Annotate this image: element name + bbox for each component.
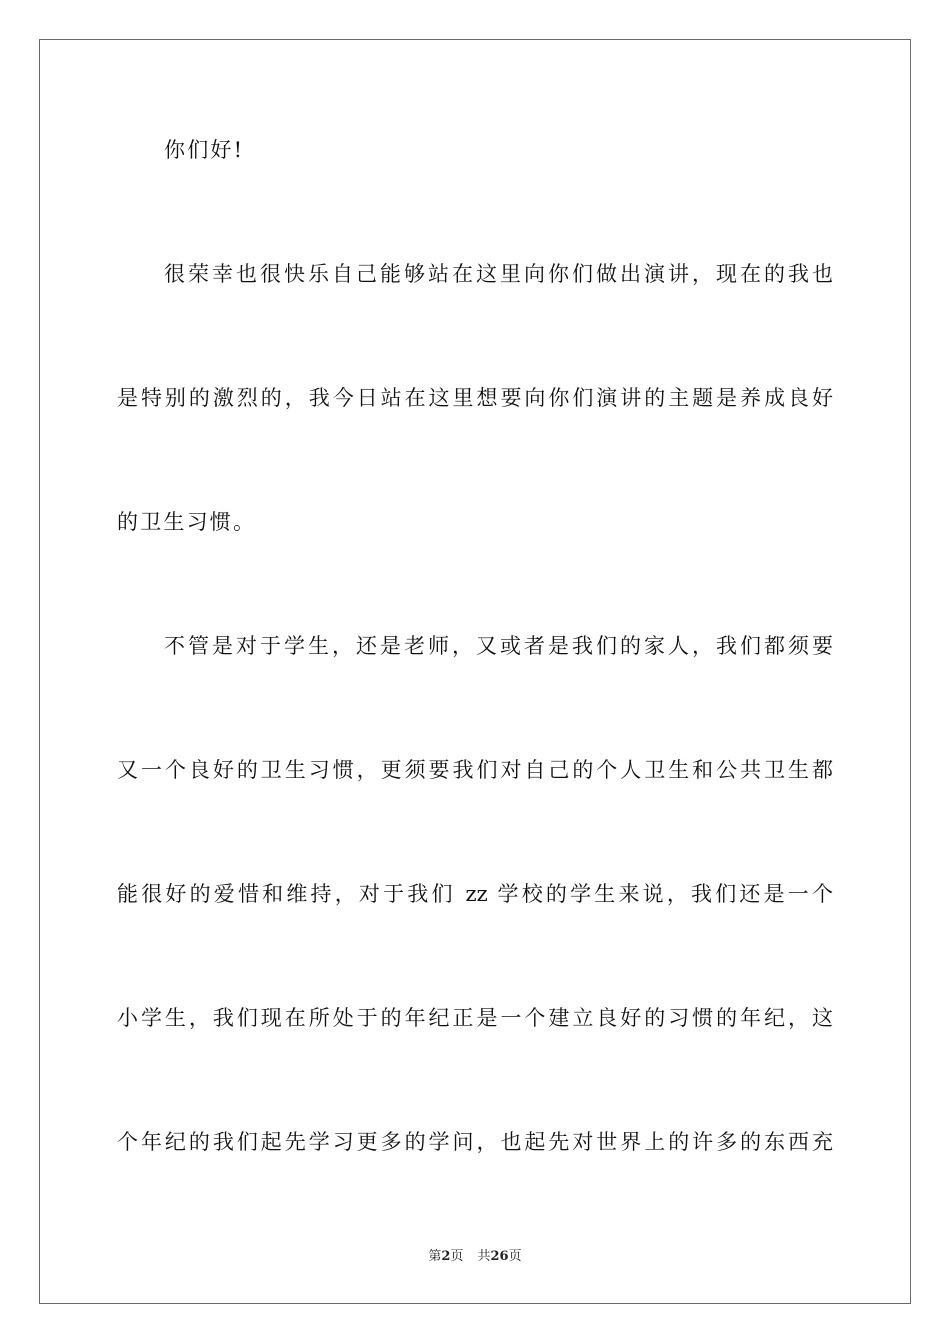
total-pages-number: 26 [490,1249,509,1264]
page-suffix: 页 [450,1249,464,1264]
paragraph-1-line-2: 是特别的激烈的，我今日站在这里想要向你们演讲的主题是养成良好 [117,386,833,410]
paragraph-2-line-5: 个年纪的我们起先学习更多的学问，也起先对世界上的许多的东西充 [117,1130,833,1154]
paragraph-2-line-2: 又一个良好的卫生习惯，更须要我们对自己的个人卫生和公共卫生都 [117,758,833,782]
paragraph-2-line-1: 不管是对于学生，还是老师，又或者是我们的家人，我们都须要 [164,634,833,658]
greeting-line: 你们好! [164,138,245,162]
page-footer [0,1248,950,1266]
page-border [39,39,911,1304]
paragraph-2-line-4: 小学生，我们现在所处于的年纪正是一个建立良好的习惯的年纪，这 [117,1006,833,1030]
current-page-number: 2 [441,1249,451,1264]
total-suffix: 页 [508,1249,522,1264]
total-prefix: 共 [477,1249,491,1264]
page-prefix: 第 [428,1249,442,1264]
paragraph-2-line-3: 能很好的爱惜和维持，对于我们 zz 学校的学生来说，我们还是一个 [117,882,833,906]
paragraph-1-line-1: 很荣幸也很快乐自己能够站在这里向你们做出演讲，现在的我也 [164,262,833,286]
paragraph-1-line-3: 的卫生习惯。 [117,510,257,534]
